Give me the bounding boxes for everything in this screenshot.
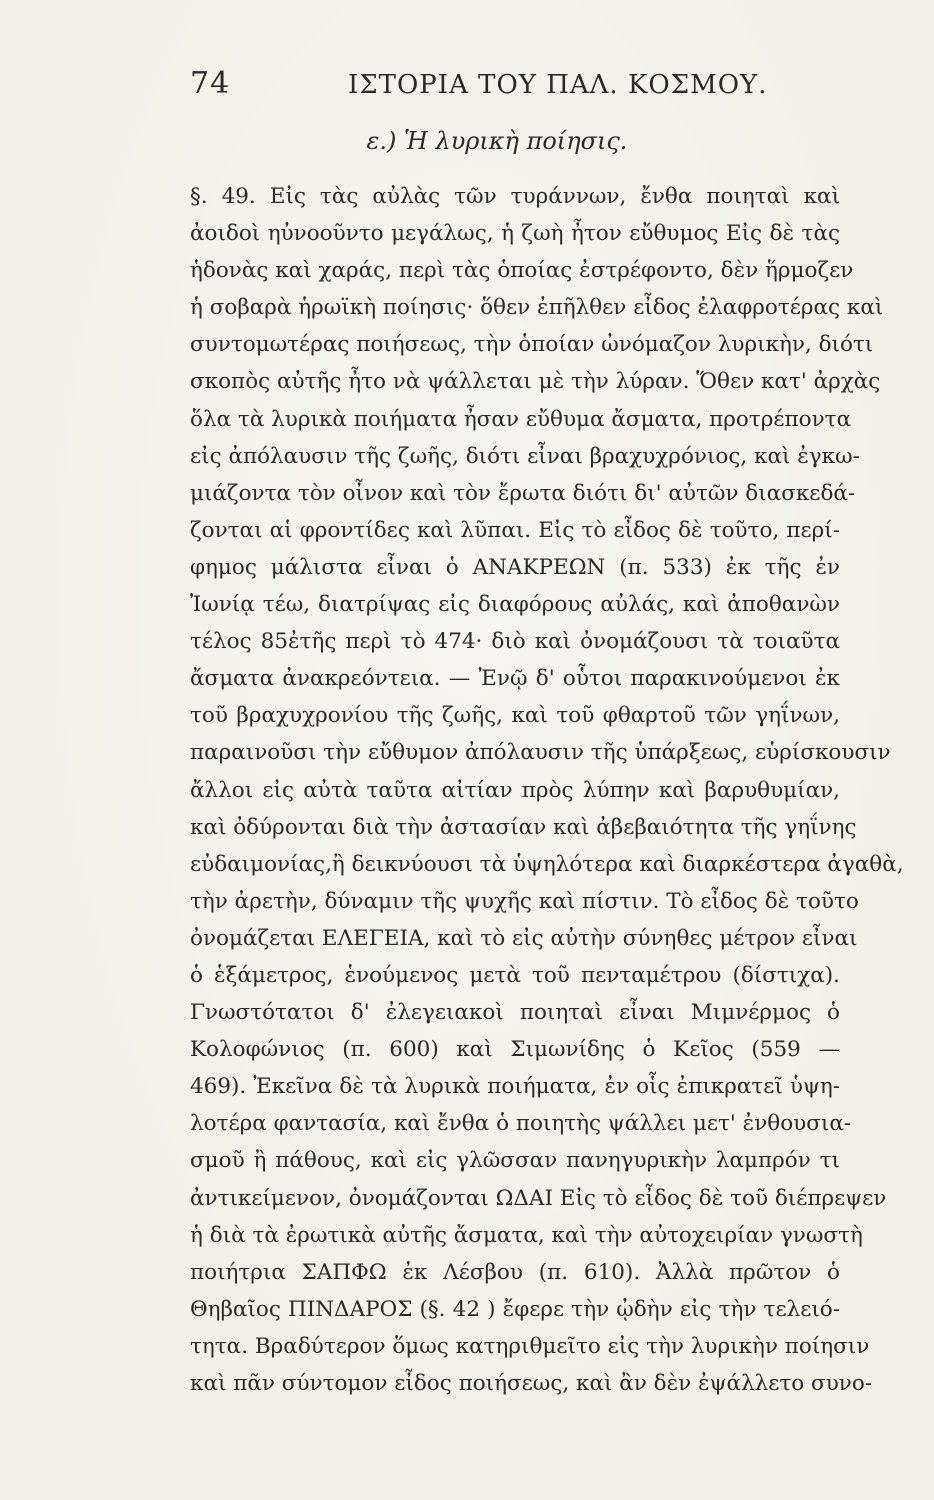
text-line: λοτέρα φαντασία, καὶ ἔνθα ὁ ποιητὴς ψάλλει μετ' ἐνθουσια- xyxy=(190,1111,852,1137)
text-line: ὁ ἑξάμετρος, ἑνούμενος μετὰ τοῦ πενταμέτρου (δίστιχα). xyxy=(190,962,840,988)
running-head: ΙΣΤΟΡΙΑ ΤΟΥ ΠΑΛ. ΚΟΣΜΟΥ. xyxy=(348,70,768,100)
text-line: σκοπὸς αὐτῆς ἦτο νὰ ψάλλεται μὲ τὴν λύραν. Ὅθεν κατ' ἀρχὰς xyxy=(190,369,881,395)
text-line: εἰς ἀπόλαυσιν τῆς ζωῆς, διότι εἶναι βραχυχρόνιος, καὶ ἐγκω- xyxy=(190,443,860,469)
section-title: ε.) Ἡ λυρικὴ ποίησις. xyxy=(366,127,628,155)
text-line: τέλος 85ἐτῆς περὶ τὸ 474· διὸ καὶ ὀνομάζουσι τὰ τοιαῦτα xyxy=(190,629,840,655)
text-line: Κολοφώνιος (π. 600) καὶ Σιμωνίδης ὁ Κεῖος (559 — xyxy=(190,1037,840,1063)
text-line: ἡδονὰς καὶ χαράς, περὶ τὰς ὁποίας ἐστρέφοντο, δὲν ἥρμοζεν xyxy=(190,258,854,284)
page-header xyxy=(190,66,768,106)
text-line: ὀνομάζεται ΕΛΕΓΕΙΑ, καὶ τὸ εἰς αὐτὴν σύνηθες μέτρον εἶναι xyxy=(190,925,858,951)
text-line: φημος μάλιστα εἶναι ὁ ΑΝΑΚΡΕΩΝ (π. 533) ἐκ τῆς ἐν xyxy=(190,554,840,580)
text-line: Ἰωνίᾳ τέω, διατρίψας εἰς διαφόρους αὐλάς, καὶ ἀποθανὼν xyxy=(190,592,840,618)
text-line: ποιήτρια ΣΑΠΦΩ ἐκ Λέσβου (π. 610). Ἀλλὰ πρῶτον ὁ xyxy=(190,1259,840,1285)
text-line: καὶ ὀδύρονται διὰ τὴν ἀστασίαν καὶ ἀβεβαιότητα τῆς γηΐνης xyxy=(190,814,857,840)
text-line: ἀντικείμενον, ὀνομάζονται ΩΔΑΙ Εἰς τὸ εἶδος δὲ τοῦ διέπρεψεν xyxy=(190,1185,887,1211)
text-line: Θηβαῖος ΠΙΝΔΑΡΟΣ (§. 42 ) ἔφερε τὴν ᾠδὴν εἰς τὴν τελειό- xyxy=(190,1296,840,1322)
text-line: §. 49. Εἰς τὰς αὐλὰς τῶν τυράννων, ἔνθα ποιηταὶ καὶ xyxy=(190,184,840,209)
text-line: Γνωστότατοι δ' ἐλεγειακοὶ ποιηταὶ εἶναι Μιμνέρμος ὁ xyxy=(190,1000,840,1026)
text-line: ἡ διὰ τὰ ἐρωτικὰ αὐτῆς ἄσματα, καὶ τὴν αὐτοχειρίαν γνωστὴ xyxy=(190,1222,863,1248)
text-line: τὴν ἀρετὴν, δύναμιν τῆς ψυχῆς καὶ πίστιν. Τὸ εἶδος δὲ τοῦτο xyxy=(190,888,859,914)
text-line: ζονται αἱ φροντίδες καὶ λῦπαι. Εἰς τὸ εἶδος δὲ τοῦτο, περί- xyxy=(190,517,840,543)
text-line: τοῦ βραχυχρονίου τῆς ζωῆς, καὶ τοῦ φθαρτοῦ τῶν γηΐνων, xyxy=(190,703,840,729)
text-line: παραινοῦσι τὴν εὔθυμον ἀπόλαυσιν τῆς ὑπάρξεως, εὑρίσκουσιν xyxy=(190,740,891,766)
text-line: τητα. Βραδύτερον ὅμως κατηριθμεῖτο εἰς τὴν λυρικὴν ποίησιν xyxy=(190,1333,870,1359)
text-line: ἡ σοβαρὰ ἡρωϊκὴ ποίησις· ὅθεν ἐπῆλθεν εἶδος ἐλαφροτέρας καὶ xyxy=(190,295,884,321)
text-line: ἀοιδοὶ ηὐνοοῦντο μεγάλως, ἡ ζωὴ ἦτον εὔθυμος Εἰς δὲ τὰς xyxy=(190,221,840,247)
text-line: συντομωτέρας ποιήσεως, τὴν ὁποίαν ὠνόμαζον λυρικὴν, διότι xyxy=(190,332,874,358)
text-line: σμοῦ ἢ πάθους, καὶ εἰς γλῶσσαν πανηγυρικὴν λαμπρόν τι xyxy=(190,1148,840,1174)
text-line: εὐδαιμονίας,ἢ δεικνύουσι τὰ ὑψηλότερα καὶ διαρκέστερα ἀγαθὰ, xyxy=(190,851,904,877)
text-line: ἄσματα ἀνακρεόντεια. — Ἐνῷ δ' οὗτοι παρακινούμενοι ἐκ xyxy=(190,666,840,692)
text-line: ἄλλοι εἰς αὐτὰ ταῦτα αἰτίαν πρὸς λύπην καὶ βαρυθυμίαν, xyxy=(190,777,840,803)
text-line: ὅλα τὰ λυρικὰ ποιήματα ἦσαν εὔθυμα ἄσματα, προτρέποντα xyxy=(190,406,852,432)
page-number: 74 xyxy=(190,66,231,101)
text-line: μιάζοντα τὸν οἶνον καὶ τὸν ἔρωτα διότι δι' αὐτῶν διασκεδά- xyxy=(190,480,856,506)
text-line: 469). Ἐκεῖνα δὲ τὰ λυρικὰ ποιήματα, ἐν οἷς ἐπικρατεῖ ὑψη- xyxy=(190,1074,840,1100)
body-text xyxy=(190,178,904,1402)
text-line: καὶ πᾶν σύντομον εἶδος ποιήσεως, καὶ ἂν δὲν ἐψάλλετο συνο- xyxy=(190,1371,873,1396)
